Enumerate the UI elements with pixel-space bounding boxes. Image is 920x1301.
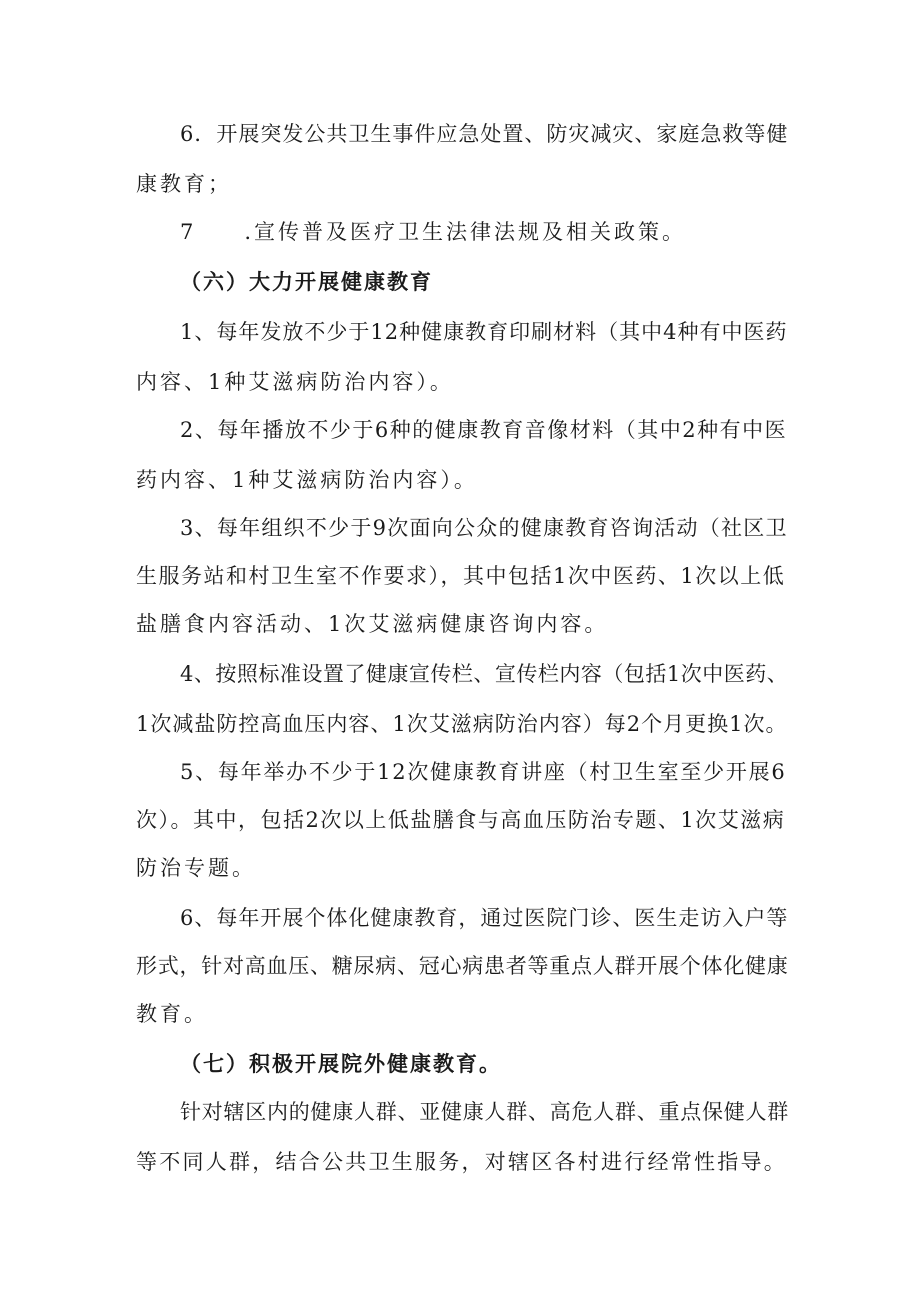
text-line: 7 .宣传普及医疗卫生法律法规及相关政策。: [180, 220, 687, 244]
text-line: 1、每年发放不少于12种健康教育印刷材料（其中4种有中医药: [180, 320, 788, 344]
text-line: 6、每年开展个体化健康教育，通过医院门诊、医生走访入户等: [180, 906, 789, 930]
text-line: 3、每年组织不少于9次面向公众的健康教育咨询活动（社区卫: [180, 516, 788, 540]
text-line: 康教育；: [136, 172, 232, 196]
section-heading: （六）大力开展健康教育: [180, 270, 433, 294]
text-line: 教育。: [136, 1002, 208, 1026]
text-line: 次）。其中，包括2次以上低盐膳食与高血压防治专题、1次艾滋病: [136, 808, 786, 832]
text-line: 1次减盐防控高血压内容、1次艾滋病防治内容）每2个月更换1次。: [136, 712, 788, 736]
text-line: 针对辖区内的健康人群、亚健康人群、高危人群、重点保健人群: [180, 1100, 789, 1124]
text-line: 防治专题。: [136, 856, 256, 880]
text-line: 5、每年举办不少于12次健康教育讲座（村卫生室至少开展6: [180, 760, 787, 784]
text-line: 生服务站和村卫生室不作要求），其中包括1次中医药、1次以上低: [136, 564, 786, 588]
text-line: 盐膳食内容活动、1次艾滋病健康咨询内容。: [136, 612, 609, 636]
text-line: 药内容、1种艾滋病防治内容）。: [136, 468, 478, 492]
text-line: 4、按照标准设置了健康宣传栏、宣传栏内容（包括1次中医药、: [180, 662, 789, 686]
section-heading: （七）积极开展院外健康教育。: [180, 1052, 502, 1076]
text-line: 内容、1种艾滋病防治内容）。: [136, 370, 454, 394]
text-line: 6．开展突发公共卫生事件应急处置、防灾减灾、家庭急救等健: [180, 122, 789, 146]
text-line: 2、每年播放不少于6种的健康教育音像材料（其中2种有中医: [180, 418, 788, 442]
text-line: 形式，针对高血压、糖尿病、冠心病患者等重点人群开展个体化健康: [136, 954, 789, 978]
text-line: 等不同人群，结合公共卫生服务，对辖区各村进行经常性指导。: [136, 1150, 787, 1174]
